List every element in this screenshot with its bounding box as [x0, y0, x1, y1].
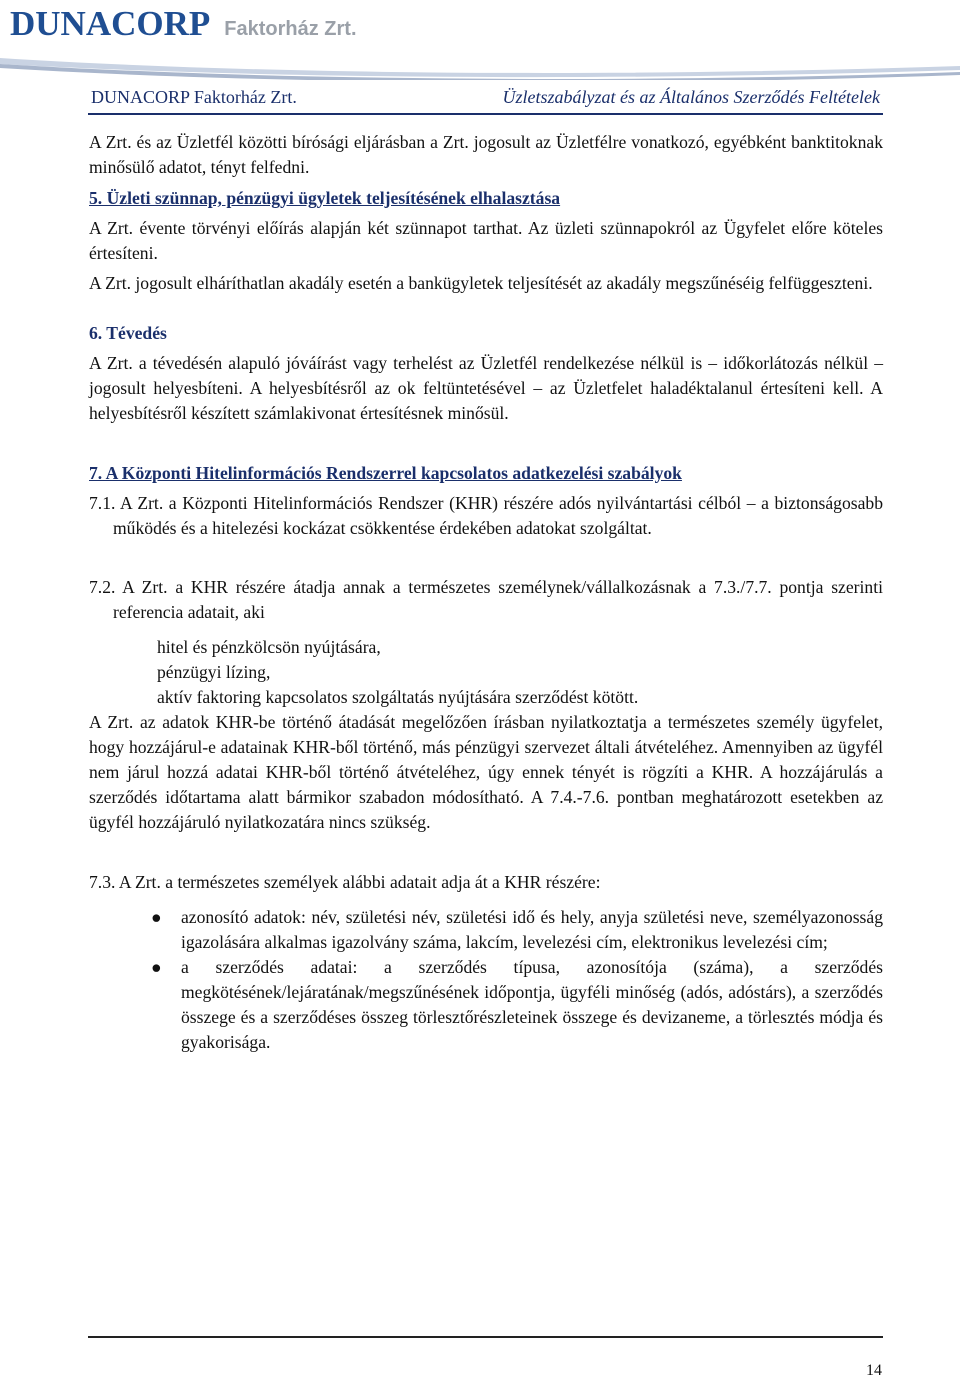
section-6-heading: 6. Tévedés: [89, 323, 167, 343]
logo-company: Faktorház Zrt.: [224, 18, 357, 40]
company-logo: [10, 4, 357, 44]
bullet-icon: ●: [151, 907, 162, 927]
bullet-item: [89, 905, 883, 955]
section-5-heading: 5. Üzleti szünnap, pénzügyi ügyletek teljesítésének elhalasztása: [89, 188, 561, 208]
section-5-paragraph-1: A Zrt. évente törvényi előírás alapján két szünnapot tarthat. Az üzleti szünnapokról az Ügyfelet előre köteles értesíteni.: [89, 218, 883, 263]
header-company: DUNACORP Faktorház Zrt.: [91, 87, 297, 107]
list-item: hitel és pénzkölcsön nyújtására,: [157, 637, 381, 657]
bullet-text: a szerződés adatai: a szerződés típusa, azonosítója (száma), a szerződés megkötésének/lejáratának/megszűnésének időpontja, ügyféli minőség (adós, adóstárs), a szerződés összege és a szerződéses összeg törlesztőrészleteinek összege és devizaneme, a törlesztés módja és gyakorisága.: [181, 957, 883, 1052]
section-7-2-list: [89, 635, 883, 710]
section-7-2-paragraph: A Zrt. az adatok KHR-be történő átadását megelőzően írásban nyilatkoztatja a természetes személy ügyfelet, hogy hozzájárul-e adatainak KHR-ből történő, más pénzügyi szervezet általi átvételéhez. Amennyiben az ügyfél nem járul hozzá adatai KHR-ből történő átvételéhez, úgy ennek tényét is rögzíti a KHR. A hozzájárulás a szerződés időtartama alatt bármikor szabadon módosítható. A 7.4.-7.6. pontban meghatározott esetekben az ügyfél hozzájáruló nyilatkozatára nincs szükség.: [89, 712, 883, 832]
list-item: aktív faktoring kapcsolatos szolgáltatás nyújtására szerződést kötött.: [157, 687, 639, 707]
document-body: [89, 130, 883, 1055]
section-7-1: 7.1. A Zrt. a Központi Hitelinformációs Rendszer (KHR) részére adós nyilvántartási célból – a biztonságosabb működés és a hitelezési kockázat csökkentése érdekében adatokat szolgáltat.: [89, 493, 883, 538]
section-7-2: 7.2. A Zrt. a KHR részére átadja annak a természetes személynek/vállalkozásnak a 7.3./7.7. pontja szerinti referencia adatait, aki: [89, 577, 883, 622]
section-6-paragraph: A Zrt. a tévedésén alapuló jóváírást vagy terhelést az Üzletfél rendelkezése nélkül is – időkorlátozás nélkül – jogosult helyesbíteni. A helyesbítésről az ok feltüntetésével – az Üzletfelet haladéktalanul értesíteni kell. A helyesbítésről készített számlakivonat értesítésnek minősül.: [89, 353, 883, 423]
header-divider: [88, 113, 883, 115]
section-5-paragraph-2: A Zrt. jogosult elháríthatlan akadály esetén a bankügyletek teljesítését az akadály megszűnéséig felfüggeszteni.: [89, 273, 873, 293]
list-item: pénzügyi lízing,: [157, 662, 271, 682]
bullet-item: [89, 955, 883, 1055]
logo-brand: DUNACORP: [10, 4, 211, 43]
footer-divider: [88, 1336, 883, 1338]
section-7-heading: 7. A Központi Hitelinformációs Rendszerrel kapcsolatos adatkezelési szabályok: [89, 463, 682, 483]
bullet-text: azonosító adatok: név, születési név, születési idő és hely, anyja születési neve, személyazonosság igazolására alkalmas igazolvány száma, lakcím, levelezési cím, elektronikus levelezési cím;: [181, 907, 883, 952]
page-number: 14: [866, 1362, 882, 1379]
section-7-3: 7.3. A Zrt. a természetes személyek alábbi adatait adja át a KHR részére:: [89, 872, 601, 892]
section-7-3-bullets: [89, 905, 883, 1055]
header-document-title: Üzletszabályzat és az Általános Szerződés Feltételek: [502, 87, 880, 107]
bullet-icon: ●: [151, 957, 162, 977]
intro-paragraph: A Zrt. és az Üzletfél közötti bírósági eljárásban a Zrt. jogosult az Üzletfélre vonatkozó, egyébként banktitoknak minősülő adatot, tényt felfedni.: [89, 132, 883, 177]
